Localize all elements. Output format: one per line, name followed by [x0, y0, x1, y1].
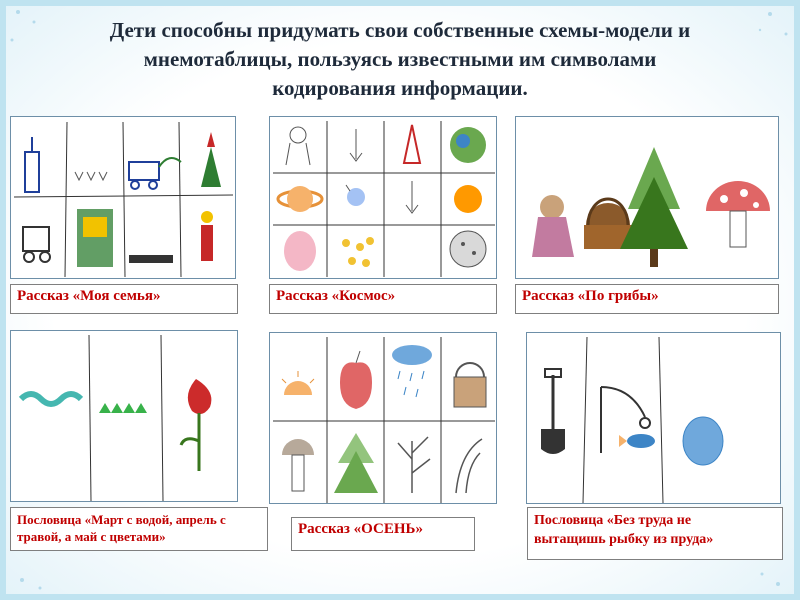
- autumn-drawing: [269, 332, 497, 504]
- title-line-2: мнемотаблицы, пользуясь известными им символами: [143, 47, 657, 71]
- caption-autumn: Рассказ «ОСЕНЬ»: [291, 517, 475, 551]
- sun-icon: [454, 185, 482, 213]
- pond-icon: [683, 417, 723, 465]
- caption-space: Рассказ «Космос»: [269, 284, 497, 314]
- caption-fishing-line-1: Пословица «Без труда не: [534, 513, 692, 528]
- spring-proverb-drawing: [10, 330, 238, 502]
- rocket-launch-icon: [286, 127, 310, 165]
- caption-mushrooms: Рассказ «По грибы»: [515, 284, 779, 314]
- cups-icon: [75, 172, 107, 180]
- flower-icon: [181, 379, 211, 471]
- house-icon: [25, 137, 39, 192]
- planet-icon: [284, 231, 316, 271]
- mushrooms-drawing: [515, 116, 779, 279]
- slide-title: [40, 16, 760, 103]
- mushroom-icon: [282, 439, 314, 491]
- stars-icon: [342, 237, 374, 267]
- satellite-icon: [346, 185, 365, 206]
- apple-icon: [340, 351, 372, 409]
- saturn-icon: [278, 186, 322, 212]
- mushroom-icon: [706, 181, 770, 247]
- basket-icon: [454, 363, 486, 407]
- grass-icon: [99, 403, 147, 413]
- rain-cloud-icon: [392, 345, 432, 397]
- fishing-proverb-drawing: [526, 332, 781, 504]
- rocket-icon: [404, 125, 420, 163]
- family-drawing: [10, 116, 236, 279]
- shovel-icon: [541, 369, 565, 454]
- caption-fishing-line-2: вытащишь рыбку из пруда»: [534, 532, 714, 547]
- tower-icon: [201, 132, 221, 187]
- bare-tree-icon: [398, 437, 430, 493]
- caption-spring-line-2: травой, а май с цветами»: [17, 529, 166, 544]
- fish-icon: [619, 434, 655, 448]
- title-line-3: кодирования информации.: [272, 76, 528, 100]
- space-drawing: [269, 116, 497, 279]
- girl-icon: [532, 195, 574, 257]
- stroller-icon: [23, 227, 50, 262]
- grass-icon: [456, 439, 482, 493]
- car-icon: [129, 158, 181, 189]
- sun-icon: [83, 217, 107, 237]
- moon-icon: [450, 231, 486, 267]
- caption-spring-proverb: [10, 507, 268, 551]
- water-icon: [21, 394, 81, 404]
- title-line-1: Дети способны придумать свои собственные схемы-модели и: [109, 18, 691, 42]
- fir-tree-icon: [334, 433, 378, 493]
- arrow-down-icon: [350, 129, 362, 161]
- caption-family: Рассказ «Моя семья»: [10, 284, 238, 314]
- sun-icon: [282, 371, 314, 395]
- fir-tree-icon: [620, 147, 688, 267]
- caption-fishing-proverb: [527, 507, 783, 560]
- person-icon: [201, 211, 213, 261]
- arrow-down-icon-2: [406, 181, 418, 213]
- caption-spring-line-1: Пословица «Март с водой, апрель с: [17, 512, 226, 527]
- table-icon: [129, 255, 173, 263]
